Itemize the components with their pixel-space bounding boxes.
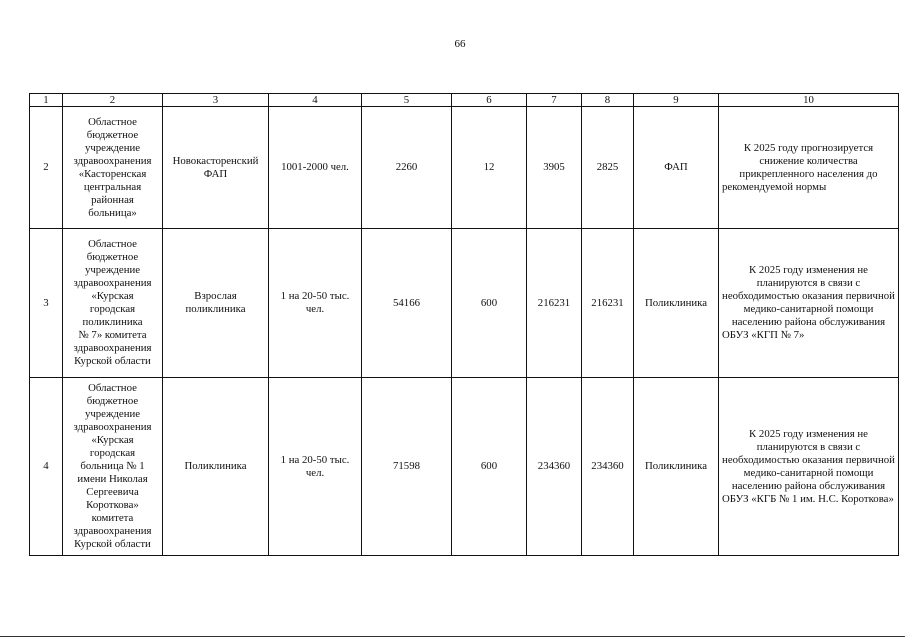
norm-cell: 1 на 20-50 тыс. чел. (269, 378, 362, 556)
header-cell: 5 (362, 94, 452, 107)
organization-line: здравоохранения (73, 154, 152, 167)
organization-cell (63, 378, 163, 556)
note-cell: К 2025 году прогнозируется снижение количества прикрепленного населения до рекомендуемой нормы (719, 107, 899, 229)
facility-cell: Взрослая поликлиника (163, 229, 269, 378)
organization-line: здравоохранения (73, 421, 152, 433)
value-cell-5: 54166 (362, 229, 452, 378)
organization-line: городская (89, 303, 136, 315)
organization-line: учреждение (84, 264, 141, 276)
value-cell-7: 3905 (527, 107, 582, 229)
value-cell-6: 600 (452, 378, 527, 556)
organization-line: центральная (83, 180, 142, 193)
organization-line: имени Николая (77, 473, 148, 485)
organization-line: Областное (88, 238, 137, 250)
organization-line: больница № 1 (80, 460, 145, 472)
organization-line: здравоохранения (73, 342, 152, 354)
organization-line: «Курская (91, 290, 134, 302)
organization-line: бюджетное (86, 251, 139, 263)
organization-line: Сергеевича (86, 486, 139, 498)
organization-line: учреждение (84, 408, 141, 420)
header-row (30, 94, 899, 107)
organization-line: городская (89, 447, 136, 459)
organization-line: бюджетное (86, 128, 139, 141)
type-cell: Поликлиника (634, 229, 719, 378)
organization-line: учреждение (84, 141, 141, 154)
organization-line: районная (91, 193, 134, 206)
organization-line: Короткова» (86, 499, 139, 511)
value-cell-6: 12 (452, 107, 527, 229)
table-row (30, 229, 899, 378)
organization-line: больница» (88, 206, 137, 219)
organization-line: Курской области (74, 355, 151, 367)
header-cell: 4 (269, 94, 362, 107)
table-container (29, 93, 899, 556)
norm-cell: 1 на 20-50 тыс. чел. (269, 229, 362, 378)
header-cell: 1 (30, 94, 63, 107)
row-number: 2 (30, 107, 63, 229)
organization-line: Курской области (74, 538, 151, 550)
type-cell: ФАП (634, 107, 719, 229)
header-cell: 6 (452, 94, 527, 107)
page-bottom-rule (0, 636, 905, 637)
value-cell-6: 600 (452, 229, 527, 378)
organization-line: здравоохранения (73, 277, 152, 289)
organization-line: № 7» комитета (78, 329, 147, 341)
header-cell: 7 (527, 94, 582, 107)
header-cell: 3 (163, 94, 269, 107)
organization-line: здравоохранения (73, 525, 152, 537)
organization-line: бюджетное (86, 395, 139, 407)
organization-line: поликлиника (82, 316, 143, 328)
data-table (29, 93, 899, 556)
note-cell: К 2025 году изменения не планируются в связи с необходимостью оказания первичной медико-санитарной помощи населению района обслуживания ОБУЗ «КГП № 7» (719, 229, 899, 378)
organization-cell (63, 107, 163, 229)
type-cell: Поликлиника (634, 378, 719, 556)
facility-cell: Новокасторенский ФАП (163, 107, 269, 229)
organization-line: «Курская (91, 434, 134, 446)
organization-cell (63, 229, 163, 378)
table-row (30, 378, 899, 556)
row-number: 3 (30, 229, 63, 378)
norm-cell: 1001-2000 чел. (269, 107, 362, 229)
value-cell-8: 2825 (582, 107, 634, 229)
facility-cell: Поликлиника (163, 378, 269, 556)
value-cell-7: 216231 (527, 229, 582, 378)
row-number: 4 (30, 378, 63, 556)
value-cell-8: 216231 (582, 229, 634, 378)
header-cell: 10 (719, 94, 899, 107)
value-cell-7: 234360 (527, 378, 582, 556)
table-row (30, 107, 899, 229)
header-cell: 2 (63, 94, 163, 107)
organization-line: Областное (88, 382, 137, 394)
value-cell-5: 71598 (362, 378, 452, 556)
organization-line: «Касторенская (78, 167, 147, 180)
value-cell-8: 234360 (582, 378, 634, 556)
note-cell: К 2025 году изменения не планируются в связи с необходимостью оказания первичной медико-санитарной помощи населению района обслуживания ОБУЗ «КГБ № 1 им. Н.С. Короткова» (719, 378, 899, 556)
value-cell-5: 2260 (362, 107, 452, 229)
header-cell: 9 (634, 94, 719, 107)
header-cell: 8 (582, 94, 634, 107)
page-number: 66 (454, 38, 466, 50)
organization-line: комитета (91, 512, 134, 524)
organization-line: Областное (88, 115, 137, 128)
